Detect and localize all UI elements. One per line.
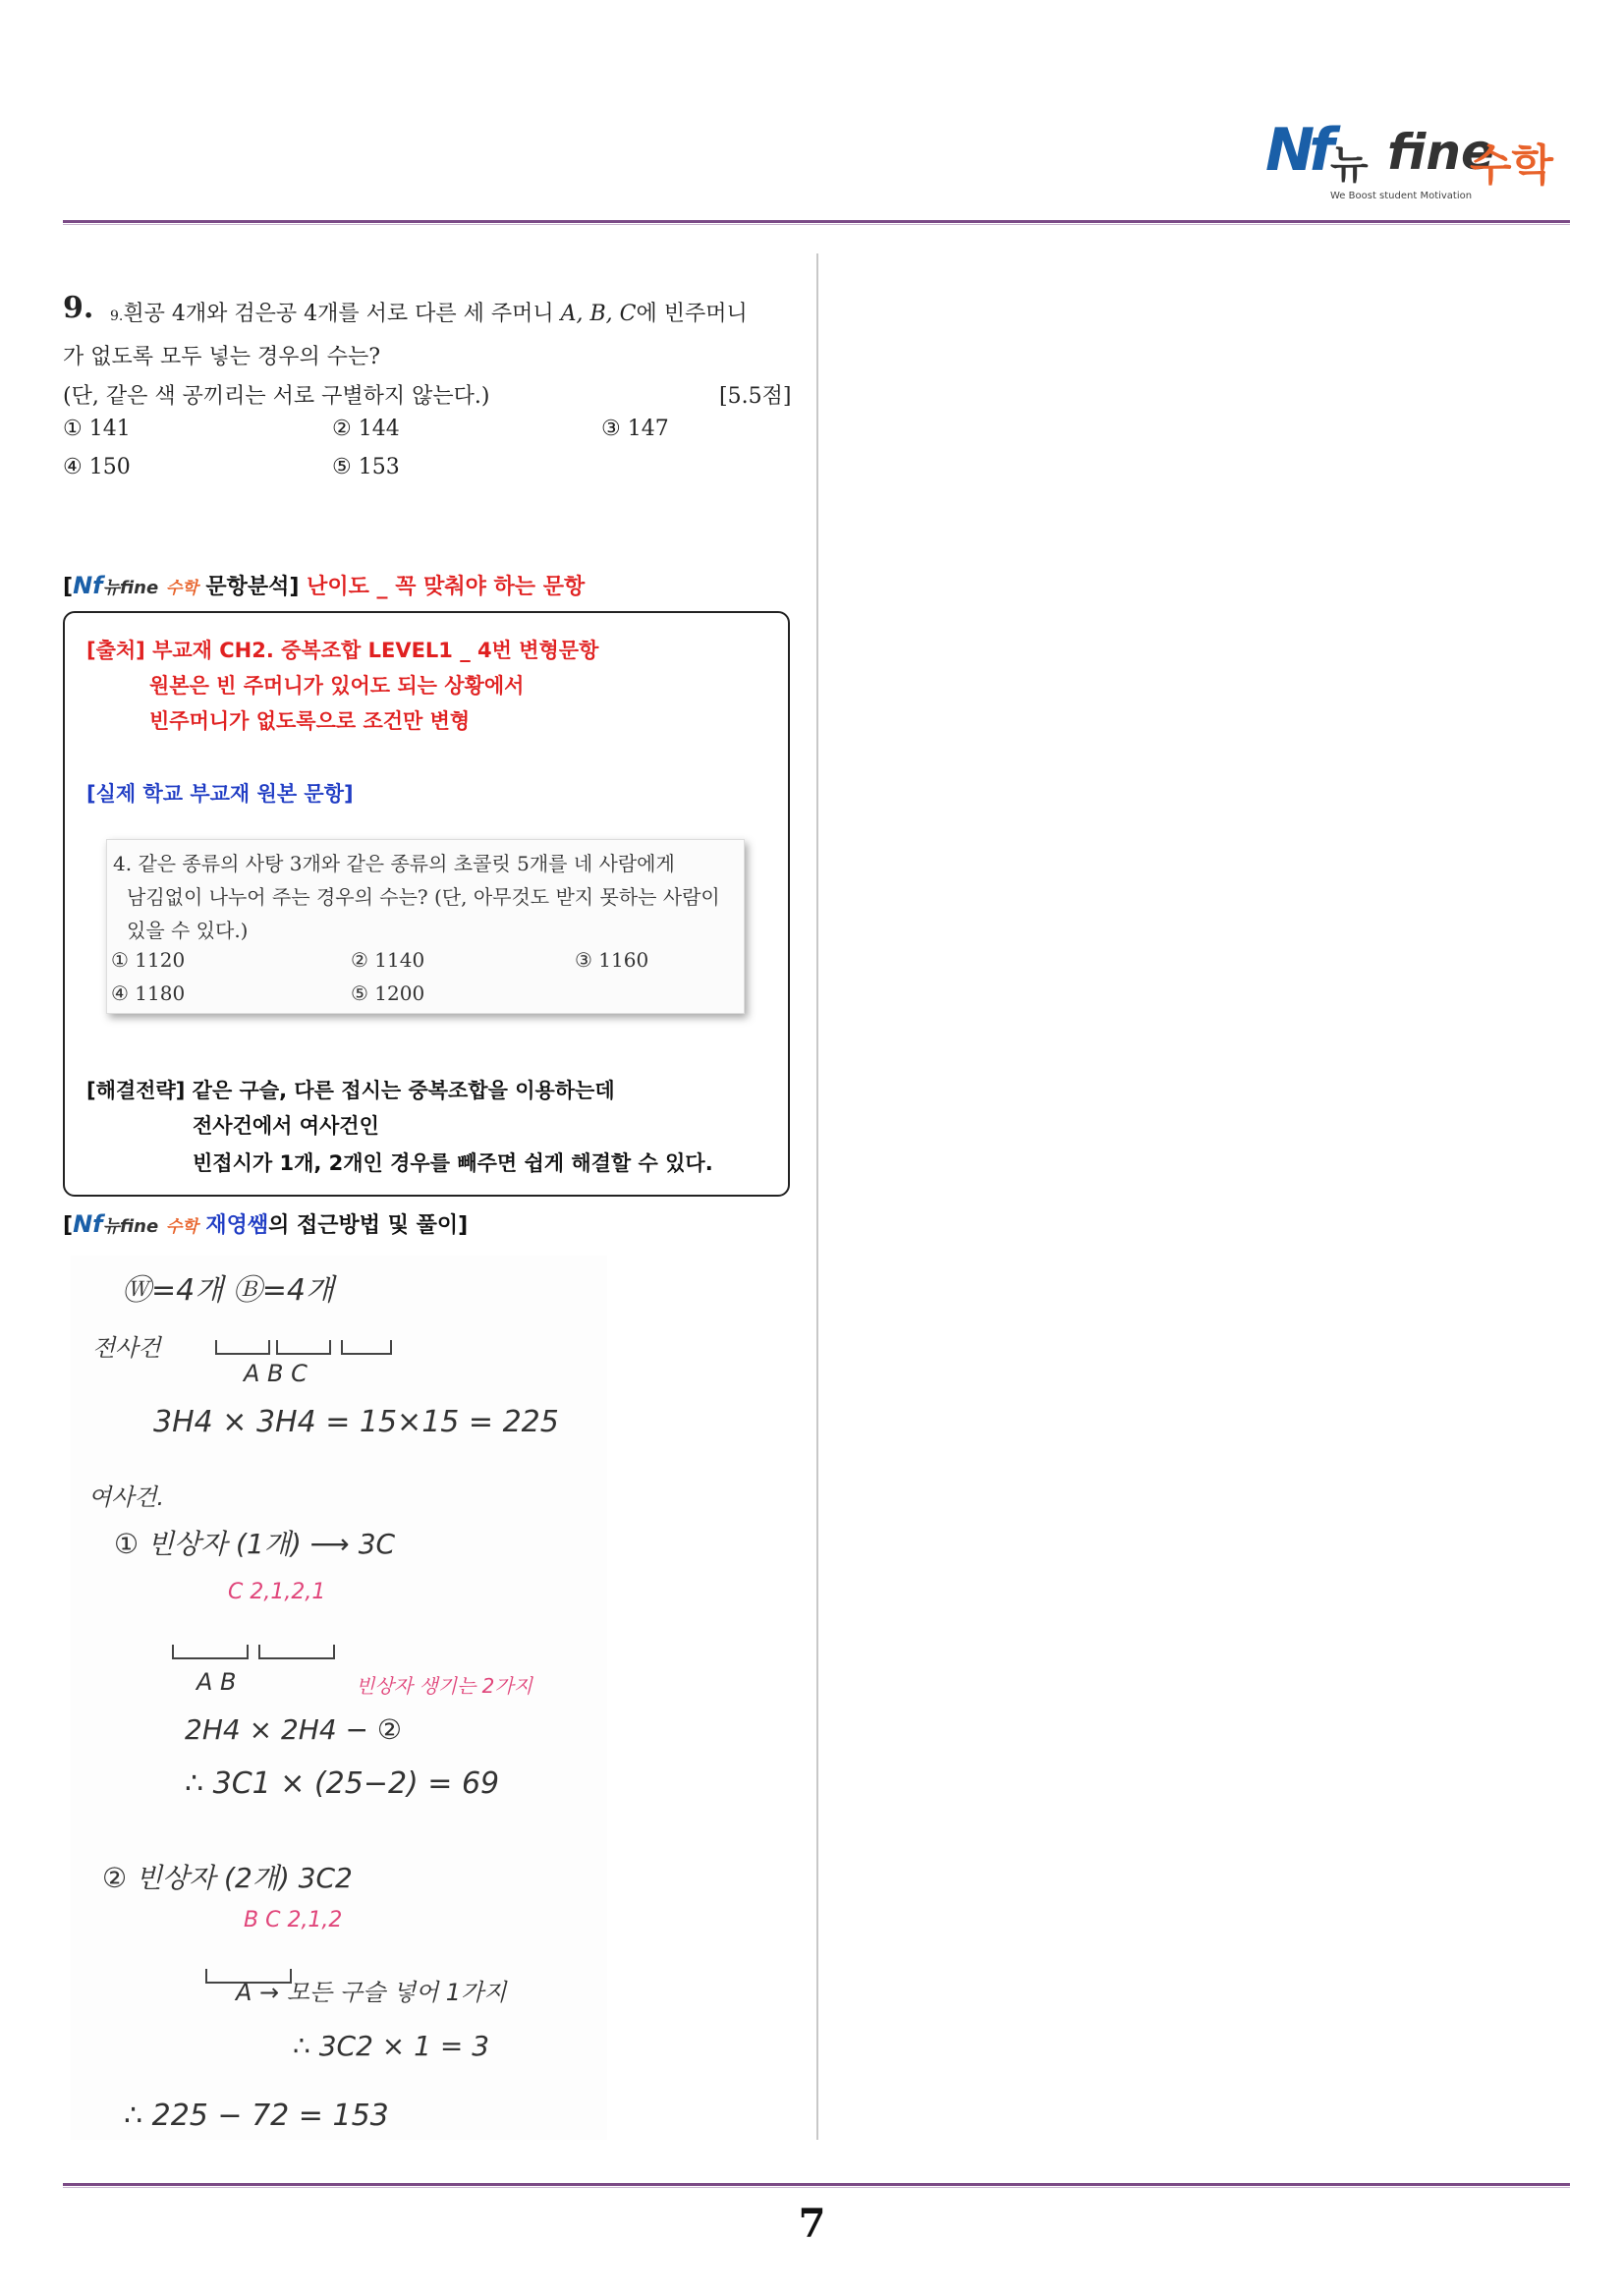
analysis-title: 문항분석] bbox=[197, 575, 300, 599]
analysis-heading bbox=[63, 570, 585, 600]
option-1: ① 141 bbox=[63, 417, 131, 441]
logo-suhak: 수학 bbox=[1470, 140, 1554, 191]
original-line-3: 있을 수 있다.) bbox=[127, 919, 249, 942]
handwritten-solution bbox=[71, 1256, 607, 2140]
strategy-line-2: 전사건에서 여사건인 bbox=[193, 1114, 379, 1138]
original-label: [실제 학교 부교재 원본 문항] bbox=[86, 782, 354, 806]
approach-logo-fine: fine bbox=[119, 1216, 159, 1237]
hw-abc-labels: A B C bbox=[244, 1360, 308, 1387]
hw-case-2: ② 빈상자 (2개) 3C2 bbox=[102, 1862, 353, 1894]
strategy-label: [해결전략] bbox=[86, 1079, 186, 1102]
approach-logo-nyu: 뉴 bbox=[102, 1216, 120, 1237]
hw-case-2-sub: B C 2,1,2 bbox=[244, 1908, 343, 1932]
option-4: ④ 150 bbox=[63, 455, 131, 479]
hw-total-calc: 3H4 × 3H4 = 15×15 = 225 bbox=[153, 1405, 559, 1439]
hw-a-only: A → 모든 구슬 넣어 1가지 bbox=[236, 1979, 507, 2006]
source-label: [출처] 부교재 CH2. 중복조합 LEVEL1 _ 4번 변형문항 bbox=[86, 639, 599, 662]
original-option-2: ② 1140 bbox=[351, 948, 425, 972]
logo-fine: fine bbox=[1387, 124, 1494, 181]
approach-logo bbox=[73, 1210, 198, 1238]
approach-name: 재영쌤 bbox=[197, 1213, 269, 1238]
mini-logo-nyu: 뉴 bbox=[102, 578, 120, 598]
question-line-3: (단, 같은 색 공끼리는 서로 구별하지 않는다.) bbox=[63, 384, 490, 409]
question-text-b: 에 빈주머니 bbox=[636, 302, 748, 326]
mini-logo-mark: Nf bbox=[73, 572, 103, 599]
approach-logo-suhak: 수학 bbox=[165, 1217, 198, 1237]
hw-calc-3: ∴ 3C1 × (25−2) = 69 bbox=[185, 1766, 500, 1801]
option-2: ② 144 bbox=[332, 417, 400, 441]
header-divider-light bbox=[63, 224, 1570, 225]
strategy-line-1 bbox=[86, 1075, 615, 1104]
logo-nyu: 뉴 bbox=[1330, 142, 1369, 188]
option-3: ③ 147 bbox=[601, 417, 669, 441]
logo-tagline: We Boost student Motivation bbox=[1330, 191, 1473, 201]
hw-brackets-abc bbox=[212, 1336, 409, 1366]
hw-case-1: ① 빈상자 (1개) ⟶ 3C bbox=[114, 1528, 396, 1560]
hw-complement-label: 여사건. bbox=[88, 1484, 165, 1511]
hw-total-label: 전사건 bbox=[92, 1334, 161, 1362]
logo-mark: Nf bbox=[1265, 116, 1329, 185]
page-number: 7 bbox=[798, 2201, 826, 2247]
strategy-line-3: 빈접시가 1개, 2개인 경우를 빼주면 쉽게 해결할 수 있다. bbox=[193, 1151, 713, 1175]
mini-logo-fine: fine bbox=[119, 578, 159, 598]
source-line-2: 원본은 빈 주머니가 있어도 되는 상황에서 bbox=[149, 674, 525, 698]
approach-heading bbox=[63, 1208, 468, 1239]
question-score: [5.5점] bbox=[719, 384, 792, 409]
original-line-1: 4. 같은 종류의 사탕 3개와 같은 종류의 초콜릿 5개를 네 사람에게 bbox=[113, 852, 675, 875]
hw-note: 빈상자 생기는 2가지 bbox=[356, 1674, 532, 1698]
question-inline-number: 9. bbox=[110, 308, 124, 324]
approach-title: 의 접근방법 및 풀이] bbox=[268, 1213, 469, 1238]
original-problem-image bbox=[106, 839, 745, 1014]
question-vars: A, B, C bbox=[560, 302, 637, 326]
hw-calc-4: ∴ 3C2 × 1 = 3 bbox=[293, 2030, 490, 2062]
hw-balls: Ⓦ=4개 Ⓑ=4개 bbox=[122, 1273, 334, 1308]
question-text-a: 흰공 4개와 검은공 4개를 서로 다른 세 주머니 bbox=[123, 302, 561, 326]
original-option-3: ③ 1160 bbox=[575, 948, 649, 972]
original-option-5: ⑤ 1200 bbox=[351, 981, 425, 1005]
mini-logo-suhak: 수학 bbox=[165, 579, 198, 598]
hw-brackets-ab bbox=[169, 1641, 346, 1670]
source-line-3: 빈주머니가 없도록으로 조건만 변형 bbox=[149, 709, 471, 733]
approach-logo-mark: Nf bbox=[73, 1210, 103, 1238]
hw-ab-labels: A B bbox=[196, 1668, 237, 1696]
analysis-difficulty: 난이도 _ 꼭 맞춰야 하는 문항 bbox=[307, 575, 586, 599]
footer-divider bbox=[63, 2183, 1570, 2186]
brand-logo bbox=[1265, 116, 1560, 204]
hw-calc-2: 2H4 × 2H4 − ② bbox=[185, 1713, 402, 1746]
question-line-2: 가 없도록 모두 넣는 경우의 수는? bbox=[63, 345, 381, 369]
option-5: ⑤ 153 bbox=[332, 455, 400, 479]
footer-divider-light bbox=[63, 2187, 1570, 2188]
hw-final: ∴ 225 − 72 = 153 bbox=[124, 2099, 389, 2133]
analysis-logo bbox=[73, 572, 198, 599]
strategy-text-1: 같은 구슬, 다른 접시는 중복조합을 이용하는데 bbox=[185, 1079, 615, 1102]
hw-case-1-sub: C 2,1,2,1 bbox=[228, 1580, 326, 1604]
question-line-1 bbox=[110, 297, 748, 327]
question-number: 9. bbox=[63, 291, 94, 325]
column-divider bbox=[816, 253, 818, 2140]
analysis-bracket: [ bbox=[63, 575, 74, 599]
original-option-4: ④ 1180 bbox=[111, 981, 186, 1005]
original-line-2: 남김없이 나누어 주는 경우의 수는? (단, 아무것도 받지 못하는 사람이 bbox=[127, 885, 720, 909]
original-option-1: ① 1120 bbox=[111, 948, 186, 972]
header-divider bbox=[63, 220, 1570, 223]
approach-bracket: [ bbox=[63, 1213, 74, 1238]
